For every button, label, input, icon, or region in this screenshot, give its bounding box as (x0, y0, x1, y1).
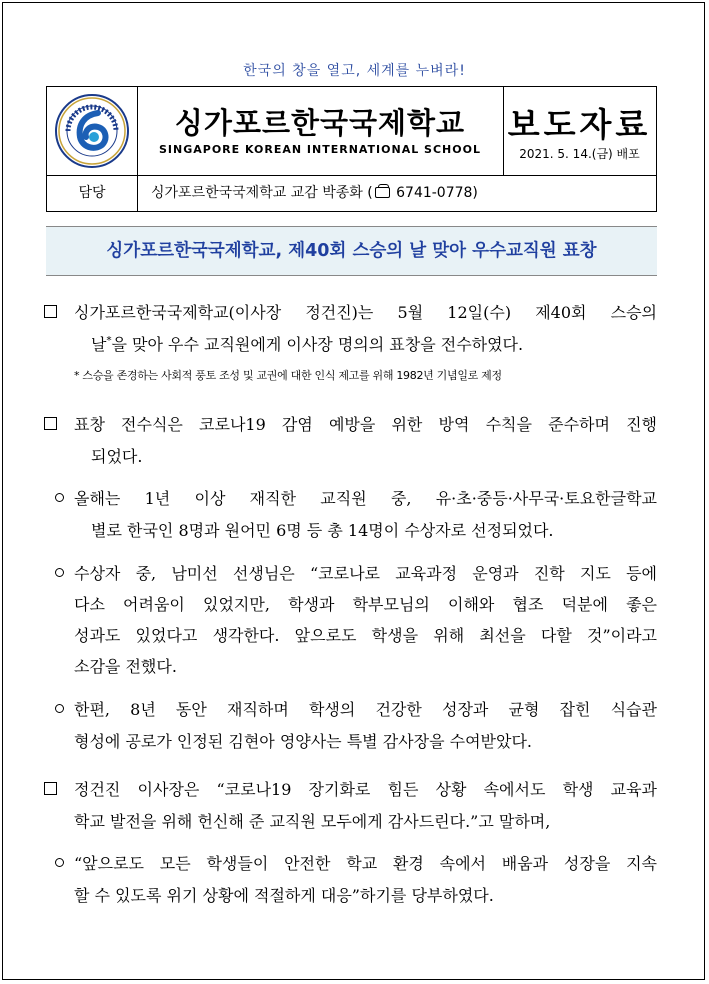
school-name-cell (137, 87, 504, 175)
paragraph-line: 올해는 1년 이상 재직한 교직원 중, 유·초·중등·사무국·토요한글학교 (74, 489, 657, 508)
paragraph-line: 소감을 전했다. (74, 657, 177, 676)
press-header (46, 86, 657, 212)
school-emblem-icon (54, 93, 130, 169)
school-name-ko: 싱가포르한국국제학교 (174, 106, 466, 140)
contact-phone: 6741-0778) (396, 185, 478, 201)
text-fragment: 날 (91, 335, 107, 354)
paragraph-line (91, 332, 523, 355)
logo-cell (47, 87, 138, 175)
paragraph-line: “앞으로도 모든 학생들이 안전한 학교 환경 속에서 배움과 성장을 지속 (74, 854, 657, 873)
paragraph-line: 학교 발전을 위해 헌신해 준 교직원 모두에게 감사드린다.”고 말하며, (74, 812, 551, 831)
paragraph-line: 형성에 공로가 인정된 김현아 영양사는 특별 감사장을 수여받았다. (74, 732, 533, 751)
contact-person: 싱가포르한국국제학교 교감 박종화 ( (151, 185, 373, 201)
footnote-mark: * (106, 335, 112, 347)
paragraph-line: 다소 어려움이 있었지만, 학생과 학부모님의 이해와 협조 덕분에 좋은 (74, 595, 657, 614)
contact-row (47, 175, 656, 211)
footnote: * 스승을 존경하는 사회적 풍토 조성 및 교권에 대한 인식 제고를 위해 1982년 기념일로 제정 (74, 369, 502, 382)
square-bullet (44, 782, 57, 795)
release-date: 2021. 5. 14.(금) 배포 (519, 147, 640, 161)
paragraph-line: 수상자 중, 남미선 선생님은 “코로나로 교육과정 운영과 진학 지도 등에 (74, 564, 657, 583)
circle-bullet (55, 858, 64, 867)
square-bullet (44, 305, 57, 318)
paragraph-line: 할 수 있도록 위기 상황에 적절하게 대응”하기를 당부하였다. (74, 886, 494, 905)
circle-bullet (55, 568, 64, 577)
paragraph-line: 표창 전수식은 코로나19 감염 예방을 위한 방역 수칙을 준수하며 진행 (74, 415, 657, 434)
square-bullet (44, 417, 57, 430)
phone-icon (375, 187, 390, 198)
school-name-en: SINGAPORE KOREAN INTERNATIONAL SCHOOL (159, 143, 481, 156)
circle-bullet (55, 704, 64, 713)
paragraph-line: 별로 한국인 8명과 원어민 6명 등 총 14명이 수상자로 선정되었다. (91, 521, 554, 540)
paragraph-line: 한편, 8년 동안 재직하며 학생의 건강한 성장과 균형 잡힌 식습관 (74, 700, 657, 719)
paragraph-line: 되었다. (91, 447, 143, 466)
contact-value (151, 175, 478, 211)
press-release-cell (503, 87, 656, 175)
headline: 싱가포르한국국제학교, 제40회 스승의 날 맞아 우수교직원 표창 (106, 241, 597, 261)
press-release-title: 보도자료 (507, 105, 652, 144)
text-fragment: 을 맞아 우수 교직원에게 이사장 명의의 표창을 전수하였다. (111, 335, 524, 354)
slogan: 한국의 창을 열고, 세계를 누벼라! (243, 63, 466, 79)
paragraph-line: 성과도 있었다고 생각한다. 앞으로도 학생을 위해 최선을 다할 것”이라고 (74, 626, 657, 645)
paragraph-line: 싱가포르한국국제학교(이사장 정건진)는 5월 12일(수) 제40회 스승의 (74, 303, 657, 322)
headline-box (46, 226, 657, 276)
contact-label: 담당 (47, 175, 138, 211)
header-top-row (47, 87, 656, 176)
paragraph-line: 정건진 이사장은 “코로나19 장기화로 힘든 상황 속에서도 학생 교육과 (74, 780, 657, 799)
circle-bullet (55, 493, 64, 502)
